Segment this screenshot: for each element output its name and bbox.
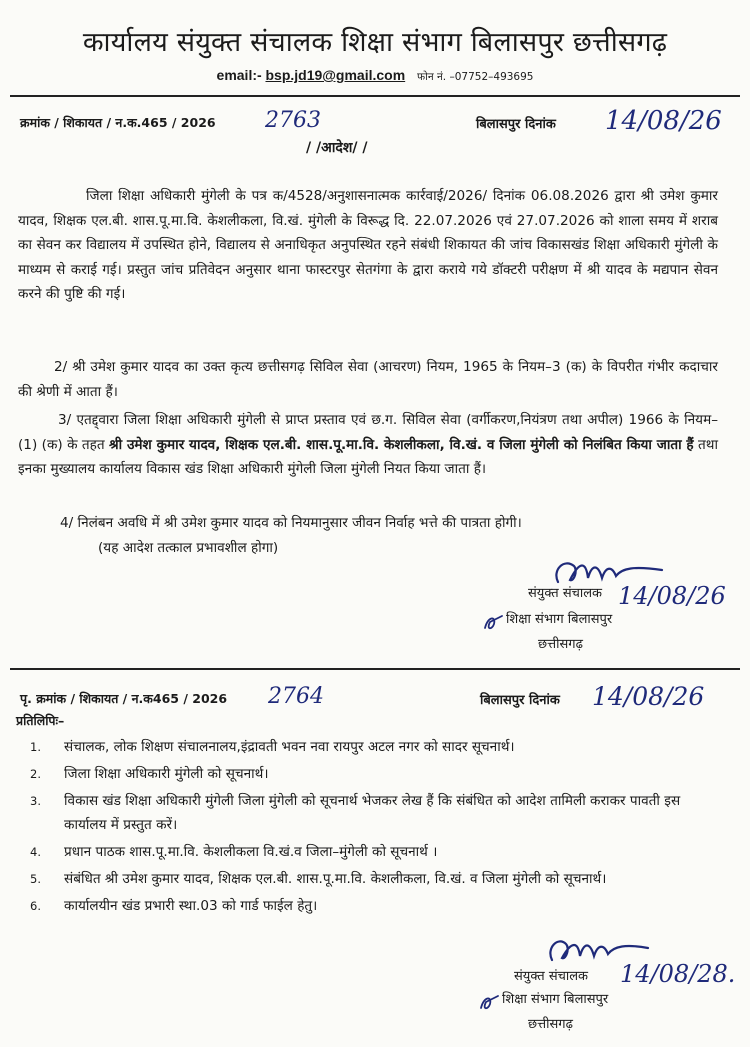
order-signature-office: शिक्षा संभाग बिलासपुर <box>506 612 613 627</box>
list-item: 4. प्रधान पाठक शास.पू.मा.वि. केशलीकला वि.खं.व जिला–मुंगेली को सूचनार्थ । <box>30 844 438 860</box>
order-signature-title: संयुक्त संचालक <box>528 586 603 601</box>
copy-label: प्रतिलिपिः– <box>16 713 65 728</box>
list-item: 2. जिला शिक्षा अधिकारी मुंगेली को सूचनार्थ। <box>30 766 269 782</box>
list-item: 3. विकास खंड शिक्षा अधिकारी मुंगेली जिला मुंगेली को सूचनार्थ भेजकर लेख हैं कि संबंधित को आदेश तामिली कराकर पावती इस कार्यालय में प्रस्तुत करें। <box>30 793 681 833</box>
order-paragraph-3 <box>18 408 718 482</box>
list-item: 1. संचालक, लोक शिक्षण संचालनालय,इंद्रावती भवन नवा रायपुर अटल नगर को सादर सूचनार्थ। <box>30 739 515 755</box>
copy-signature-title: संयुक्त संचालक <box>514 969 589 984</box>
order-paragraph-4: 4/ निलंबन अवधि में श्री उमेश कुमार यादव को नियमानुसार जीवन निर्वाह भत्ते की पात्रता होगी। <box>60 515 522 531</box>
paragraph-3-start: 3/ एतद्द्वारा जिला शिक्षा अधिकारी मुंगेली से प्राप्त प्रस्ताव एवं छ.ग. सिविल सेवा (वर्गीकरण,नियंत्रण तथा अपील) 1966 के नियम– (1) (क) के तहत <box>18 412 718 453</box>
header-rule <box>10 95 740 97</box>
copy-date-handwritten: 14/08/26 <box>592 682 705 711</box>
copy-ref-handwritten: 2764 <box>268 684 324 709</box>
email-value: bsp.jd19@gmail.com <box>265 67 406 83</box>
contact-line <box>0 67 750 84</box>
copy-signature-date: 14/08/28. <box>620 960 736 988</box>
office-title: कार्यालय संयुक्त संचालक शिक्षा संभाग बिलासपुर छत्तीसगढ़ <box>82 27 668 58</box>
order-ref-handwritten: 2763 <box>265 108 321 133</box>
copy-list <box>30 735 710 921</box>
copy-signature-office: शिक्षा संभाग बिलासपुर <box>502 992 609 1007</box>
order-signature-date: 14/08/26 <box>618 582 726 610</box>
copy-ref: पृ. क्रमांक / शिकायत / न.क465 / 2026 <box>20 691 228 706</box>
section-rule <box>10 668 740 670</box>
initial-mark <box>478 992 502 1014</box>
copy-date-label: बिलासपुर दिनांक <box>480 693 560 708</box>
paragraph-3-end: तथा इनका मुख्यालय कार्यालय विकास खंड शिक्षा अधिकारी मुंगेली जिला मुंगेली नियत किया जाता हैं। <box>18 436 719 477</box>
order-signature-state: छत्तीसगढ़ <box>538 637 583 652</box>
order-date-label: बिलासपुर दिनांक <box>476 117 556 132</box>
order-heading: / /आदेश/ / <box>306 140 368 156</box>
order-paragraph-2: 2/ श्री उमेश कुमार यादव का उक्त कृत्य छत्तीसगढ़ सिविल सेवा (आचरण) नियम, 1965 के नियम–3 (क) के विपरीत गंभीर कदाचार की श्रेणी में आता हैं। <box>18 359 718 400</box>
initial-mark <box>482 612 506 634</box>
paragraph-3-bold: श्री उमेश कुमार यादव, शिक्षक एल.बी. शास.पू.मा.वि. केशलीकला, वि.खं. व जिला मुंगेली को निलंबित किया जाता हैं <box>109 436 694 453</box>
order-effective-note: (यह आदेश तत्काल प्रभावशील होगा) <box>98 540 279 556</box>
order-date-handwritten: 14/08/26 <box>605 106 722 136</box>
copy-signature-state: छत्तीसगढ़ <box>528 1017 573 1032</box>
email-label: email:- <box>216 67 262 83</box>
order-paragraph-1: जिला शिक्षा अधिकारी मुंगेली के पत्र क/4528/अनुशासनात्मक कार्रवाई/2026/ दिनांक 06.08.2026 द्वारा श्री उमेश कुमार यादव, शिक्षक एल.बी. शास.पू.मा.वि. केशलीकला, वि.खं. मुंगेली के विरूद्ध दि. 22.07.2026 एवं 27.07.2026 को शाला समय में शराब का सेवन कर विद्यालय में उपस्थित होने, विद्यालय से अनाधिकृत अनुपस्थित रहने संबंधी शिकायत की जांच विकासखंड शिक्षा अधिकारी मुंगेली के माध्यम से कराई गई। प्रस्तुत जांच प्रतिवेदन अनुसार थाना फास्टरपुर सेतगंगा के द्वारा कराये गये डॉक्टरी परीक्षण में श्री यादव के मद्यपान सेवन करने की पुष्टि की गई। <box>18 188 718 302</box>
phone-number: फोन नं. –07752–493695 <box>417 71 534 83</box>
order-ref: क्रमांक / शिकायत / न.क.465 / 2026 <box>20 115 216 130</box>
list-item: 6. कार्यालयीन खंड प्रभारी स्था.03 को गार्ड फाईल हेतु। <box>30 898 318 914</box>
list-item: 5. संबंधित श्री उमेश कुमार यादव, शिक्षक एल.बी. शास.पू.मा.वि. केशलीकला, वि.खं. व जिला मुंगेली को सूचनार्थ। <box>30 871 607 887</box>
